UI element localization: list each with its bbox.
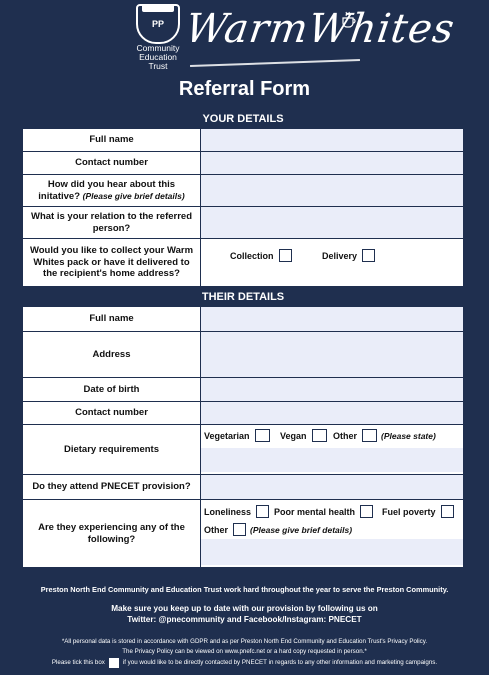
form-row-their-full-name	[23, 307, 463, 332]
experiencing-other-hint: (Please give brief details)	[250, 524, 353, 535]
field-label: Full name	[23, 307, 201, 331]
delivery-checkbox[interactable]	[362, 249, 375, 262]
section-heading-your-details: YOUR DETAILS	[23, 110, 463, 129]
dietary-other-checkbox[interactable]	[362, 429, 377, 442]
loneliness-label: Loneliness	[204, 506, 252, 517]
footer-social-line: Make sure you keep up to date with our provision by following us on	[111, 604, 378, 613]
form-row-referrer-full-name	[23, 129, 463, 152]
page-title: Referral Form	[178, 78, 311, 100]
loneliness-option	[204, 505, 269, 518]
field-label: Full name	[23, 129, 201, 151]
org-name-line: Community	[136, 43, 180, 53]
org-name-line: Trust	[148, 61, 168, 71]
field-label: Address	[23, 332, 201, 377]
dietary-options	[201, 425, 463, 474]
collection-label: Collection	[230, 250, 274, 261]
form-row-relation	[23, 207, 463, 239]
footer-social	[0, 603, 489, 625]
mental-health-label: Poor mental health	[274, 506, 356, 517]
form-row-dietary	[23, 425, 463, 475]
collection-option	[230, 249, 292, 262]
consent-suffix: if you would like to be directly contacted by PNECET in regards to any other information and marketing campaigns.	[122, 659, 438, 666]
loneliness-checkbox[interactable]	[256, 505, 269, 518]
footer-gdpr-line: *All personal data is stored in accordance with GDPR and as per Preston North End Community and Education Trust's Privacy Policy.	[61, 638, 428, 645]
attend-field[interactable]	[201, 475, 463, 499]
dob-field[interactable]	[201, 378, 463, 401]
form-row-referrer-contact	[23, 152, 463, 175]
delivery-label: Delivery	[322, 250, 358, 261]
form-row-address	[23, 332, 463, 378]
section-heading-their-details: THEIR DETAILS	[23, 287, 463, 307]
vegetarian-checkbox[interactable]	[255, 429, 270, 442]
consent-prefix: Please tick this box	[51, 659, 105, 666]
footer-social-handles: Twitter: @pnecommunity and Facebook/Instagram: PNECET	[127, 615, 362, 624]
marketing-consent	[0, 657, 489, 669]
delivery-option	[322, 249, 375, 262]
dietary-details-field[interactable]	[201, 448, 463, 472]
field-label: Contact number	[23, 152, 201, 174]
how-heard-hint: (Please give brief details)	[82, 190, 185, 201]
experiencing-other-checkbox[interactable]	[233, 523, 246, 536]
form-row-dob	[23, 378, 463, 402]
how-heard-label: How did you hear about this initative?	[38, 179, 176, 202]
footer-privacy-line: The Privacy Policy can be viewed on www.pnefc.net or a hard copy requested in person.*	[122, 648, 367, 655]
mental-health-checkbox[interactable]	[360, 505, 373, 518]
experiencing-other-label: Other	[204, 524, 229, 535]
mental-health-option	[274, 505, 373, 518]
field-label: Contact number	[23, 402, 201, 424]
field-label: Would you like to collect your Warm Whites pack or have it delivered to the recipient's home address?	[23, 239, 201, 286]
referral-form	[23, 110, 463, 567]
vegetarian-option	[204, 429, 270, 442]
brand-underline	[190, 59, 360, 67]
vegan-option	[280, 429, 327, 442]
form-row-collect-or-deliver	[23, 239, 463, 287]
fuel-poverty-option	[382, 505, 454, 518]
form-row-how-heard	[23, 175, 463, 207]
form-row-their-contact	[23, 402, 463, 425]
referrer-contact-field[interactable]	[201, 152, 463, 174]
header	[0, 0, 489, 112]
marketing-consent-checkbox[interactable]	[108, 657, 120, 669]
field-label: Date of birth	[23, 378, 201, 401]
crest-text: PP	[151, 19, 164, 29]
fuel-poverty-label: Fuel poverty	[382, 506, 436, 517]
vegan-checkbox[interactable]	[312, 429, 327, 442]
experiencing-details-field[interactable]	[201, 539, 463, 565]
field-label	[23, 175, 201, 206]
vegetarian-label: Vegetarian	[204, 430, 250, 441]
footer-gdpr	[0, 637, 489, 657]
relation-field[interactable]	[201, 207, 463, 238]
footer-mission: Preston North End Community and Education Trust work hard throughout the year to serve the Preston Community.	[40, 585, 449, 594]
org-name-line: Education	[139, 52, 177, 62]
trust-crest-logo	[136, 4, 180, 44]
field-label: Are they experiencing any of the following?	[23, 500, 201, 567]
form-row-experiencing	[23, 500, 463, 567]
field-label: Dietary requirements	[23, 425, 201, 474]
referrer-full-name-field[interactable]	[201, 129, 463, 151]
field-label: What is your relation to the referred person?	[23, 207, 201, 238]
form-row-attend	[23, 475, 463, 500]
brand-logo: WarmWhites	[182, 6, 458, 52]
address-field[interactable]	[201, 332, 463, 377]
experiencing-other-option	[204, 523, 352, 536]
footer	[0, 585, 489, 669]
dietary-other-label: Other	[333, 430, 358, 441]
their-full-name-field[interactable]	[201, 307, 463, 331]
collection-checkbox[interactable]	[279, 249, 292, 262]
vegan-label: Vegan	[280, 430, 307, 441]
crest-banner	[142, 4, 174, 12]
org-name	[128, 44, 188, 71]
their-contact-field[interactable]	[201, 402, 463, 424]
collect-or-deliver-options	[201, 239, 463, 286]
how-heard-field[interactable]	[201, 175, 463, 206]
hot-drink-icon	[340, 10, 358, 28]
dietary-other-option	[333, 429, 436, 442]
field-label: Do they attend PNECET provision?	[23, 475, 201, 499]
experiencing-options	[201, 500, 463, 567]
dietary-other-hint: (Please state)	[381, 430, 436, 441]
fuel-poverty-checkbox[interactable]	[441, 505, 454, 518]
